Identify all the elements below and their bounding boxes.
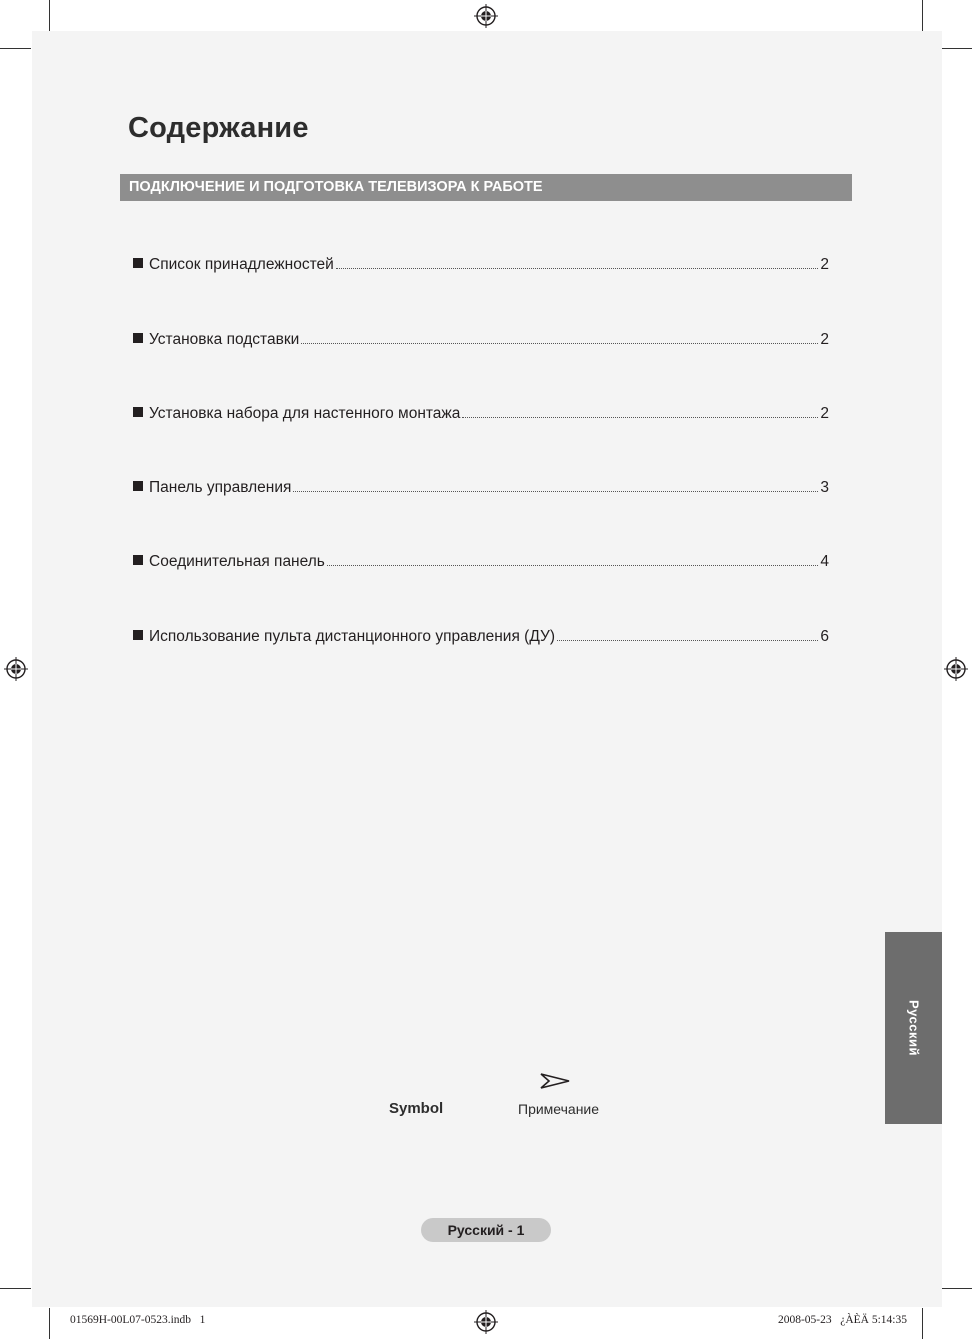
toc-item-label: Соединительная панель	[149, 553, 325, 570]
toc-item-page: 2	[820, 331, 829, 348]
registration-mark-icon	[944, 657, 968, 681]
page-number-badge: Русский - 1	[421, 1218, 551, 1242]
toc-item[interactable]	[133, 325, 829, 349]
toc-item-label: Использование пульта дистанционного управления (ДУ)	[149, 628, 556, 645]
page-sheet	[32, 31, 942, 1307]
square-bullet-icon	[133, 555, 143, 565]
page-title: Содержание	[128, 112, 309, 144]
crop-mark	[0, 48, 31, 49]
crop-mark	[922, 0, 923, 31]
toc-item-page: 6	[820, 628, 829, 645]
square-bullet-icon	[133, 258, 143, 268]
toc-item[interactable]	[133, 473, 829, 497]
dot-leader	[462, 417, 818, 418]
dot-leader	[293, 491, 818, 492]
toc-item-page: 2	[820, 405, 829, 422]
crop-mark	[49, 0, 50, 31]
square-bullet-icon	[133, 333, 143, 343]
symbol-heading: Symbol	[389, 1100, 444, 1117]
toc-item[interactable]	[133, 622, 829, 646]
toc-item-label: Панель управления	[149, 479, 292, 496]
dot-leader	[557, 640, 818, 641]
toc-item[interactable]	[133, 399, 829, 423]
registration-mark-icon	[4, 657, 28, 681]
square-bullet-icon	[133, 481, 143, 491]
square-bullet-icon	[133, 630, 143, 640]
registration-mark-icon	[474, 4, 498, 28]
toc-item-page: 2	[820, 256, 829, 273]
dot-leader	[301, 343, 818, 344]
toc-item[interactable]	[133, 547, 829, 571]
crop-mark	[922, 1308, 923, 1339]
crop-mark	[942, 48, 972, 49]
print-slug-date: 2008-05-23 ¿ÀÈÄ 5:14:35	[777, 1314, 907, 1326]
toc-item[interactable]	[133, 250, 829, 274]
registration-mark-icon	[474, 1310, 498, 1334]
dot-leader	[327, 565, 819, 566]
square-bullet-icon	[133, 407, 143, 417]
toc-item-page: 4	[820, 553, 829, 570]
toc-item-label: Список принадлежностей	[149, 256, 334, 273]
note-label: Примечание	[518, 1101, 600, 1117]
toc-item-label: Установка набора для настенного монтажа	[149, 405, 461, 422]
crop-mark	[942, 1288, 972, 1289]
print-slug-file: 01569H-00L07-0523.indb 1	[70, 1314, 206, 1326]
crop-mark	[49, 1308, 50, 1339]
toc-item-label: Установка подставки	[149, 331, 300, 348]
crop-mark	[0, 1288, 31, 1289]
language-tab-label: Русский	[906, 999, 921, 1057]
arrow-pointer-icon	[540, 1072, 570, 1090]
toc-item-page: 3	[820, 479, 829, 496]
language-tab	[885, 932, 942, 1124]
dot-leader	[336, 268, 819, 269]
section-heading: ПОДКЛЮЧЕНИЕ И ПОДГОТОВКА ТЕЛЕВИЗОРА К РАБОТЕ	[120, 174, 852, 201]
